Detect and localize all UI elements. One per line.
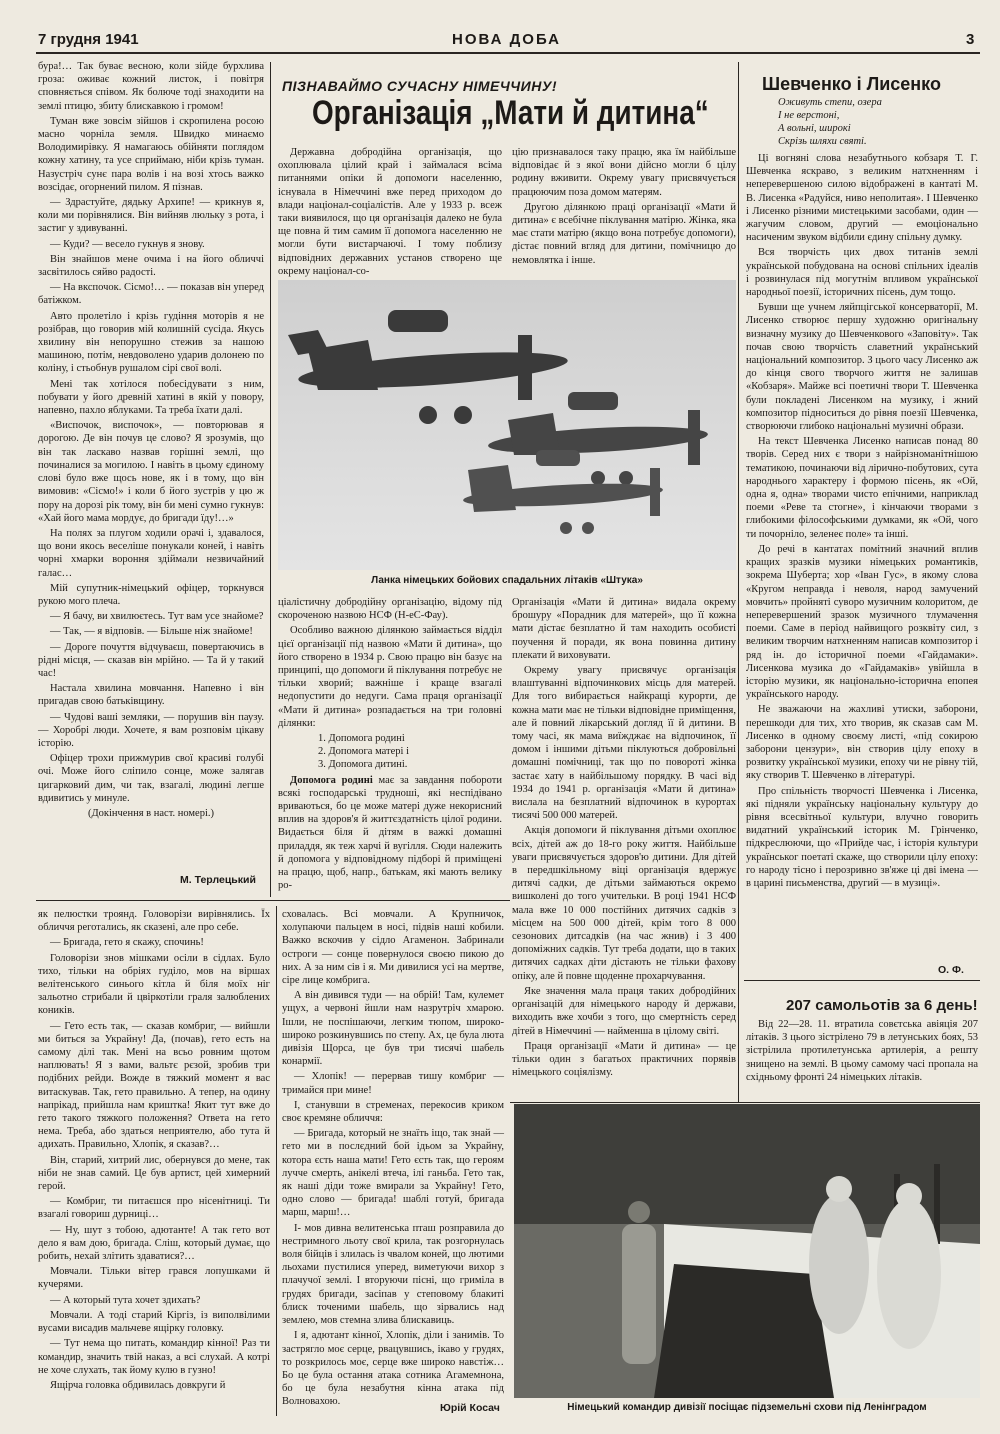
paragraph: Окрему увагу присвячує організація влаштуванні відпочинкових місць для матерей. Для того вибирається найкращі курорти, де кожна мати має не тільки відповідне приміщення, але й повний лікарський догляд її й дитини. В тому часі, як мама виїжджає на відпочинок, її домом і іншими дітьми піклуються добровільні домашні помічниці, так що по повороті жінка застає хату в найбільшому порядку. В часі від 1934 до 1941 р. організація «Мати й дитина» вислала на безплатний відпочинок в курортах тисячі 500 000 матерей. xyxy=(512,665,736,822)
paragraph: Бувши ще учнем ляйпцігської консерваторії, М. Лисенко створює першу художню оригінальну визначну музику до Шевченкового «Заповіту». Так почав свою творчість славетний український національний композитор. З цього часу Лисенко аж до кінця свого творчого життя не залишав «Кобзаря». Майже всі поетичні твори Т. Шевченка були покладені Лисенком на музику, і жний композитор підноситься до рівня поезії Шевченка, створюючи глибоко національні музичні образи. xyxy=(746,302,978,433)
article-top-col-2 xyxy=(512,146,736,274)
list-item: 3. Допомога дитині. xyxy=(318,759,408,771)
paragraph: як пелюстки троянд. Головорізи вирівнялись. Їх обличчя реготались, як сказені, але про себе. xyxy=(38,909,270,934)
paragraph: Вся творчість цих двох титанів землі українськой побудована на основі спільних ідеалів і розвинулася під могутнім впливом української народньої поезії, історичних пісень, дум тощо. xyxy=(746,247,978,299)
bottom-story-author: Юрій Косач xyxy=(440,1402,500,1414)
paragraph: Другою ділянкою праці організації «Мати й дитина» є всебічне піклування матірю. Жінка, яка має стати матірю (якщо вона потребує допомоги), дістає повний вгляд для дитини, помічницю до немовлятка і інше. xyxy=(512,201,736,266)
paragraph: — Дороге почуття відчуваєш, повертаючись в рідні місця, — сказав він мрійно. — Та й у такий час! xyxy=(38,641,264,679)
paragraph: Мовчали. А тоді старий Кіргіз, із виполвілими вусами висадив мальчеве ящірку головку. xyxy=(38,1309,270,1335)
paragraph: (Докінчення в наст. номері.) xyxy=(87,807,214,819)
paragraph: Авто пролетіло і крізь гудіння моторів я не розібрав, що говорив мій колишній сусіда. Якусь хвилину він непорушно стежив за нашою машиною, потім, невдоволено ударив долонею по коліну, і стьобнув рушалом сірі свої волі. xyxy=(38,310,264,375)
column-rule xyxy=(738,62,739,1102)
paragraph: Не зважаючи на жахливі утиски, заборони, перешкоди для тих, хто творив, як сказав сам М. Лисенко в одному своєму листі, «під сокирою заборони цензури», він створив цілу епоху в розвитку української музики, епоху чи не рівну тій, яку створив Т. Шевченко в літературі. xyxy=(746,704,978,782)
column-rule xyxy=(270,62,271,897)
paragraph: І я, адютант кінної, Хлопік, діли і занимів. То застрягло моє серце, рвацувшись, ікаво у грудях, то розкрилось моє, серце вже широко навстіж… Бо це була остання атака сотника Агамемнона, бо це була незабутня кінна атака під Волновахою. xyxy=(282,1330,504,1408)
poem-line: А вольні, широкі xyxy=(778,123,851,134)
paragraph: Державна добродійна організація, що охоплювала цілий край і займалася всіма питаннями опіки й допомоги населенню, існувала в Німеччині вже перед приходом до влади націонал-соціалістів. Але у 1933 р. всеж таки виявилося, що ця організація далеко не була ще повна й тим самим її допомога населенню не могли бути вистарчаючі. І тому поблизу відповідних державних установ створено ще окрему націонал-со- xyxy=(278,147,502,277)
paragraph: Мій супутник-німецький офіцер, торкнувся рукою мого плеча. xyxy=(38,582,264,607)
shevchenko-author: О. Ф. xyxy=(938,964,964,976)
stuka-photo-caption: Ланка німецьких бойових спадальних літаків «Штука» xyxy=(371,575,643,586)
poem-line: Оживуть степи, озера xyxy=(778,97,882,108)
paragraph: Ящірча головка обдивилась довкруги й xyxy=(50,1379,226,1391)
paragraph: — А который тута хочет здихать? xyxy=(50,1294,201,1306)
shevchenko-title: Шевченко і Лисенко xyxy=(762,74,941,94)
header-rule xyxy=(36,52,980,54)
shevchenko-article xyxy=(746,152,978,972)
shevchenko-poem xyxy=(778,96,882,148)
paragraph: «Виспочок, виспочок», — повторював я дорогою. Де він почув це слово? Я зрозумів, що він так ласкаво назвав горішні землі, що починалися за могилою. І навіть в цьому єдиному слові було вже щось нове, як і в тому, що він вимовив: «Сісмо!» і коли б його зустрів у цю ж пору на дорозі рік тому, він би мені сумно гукнув: «Хай його мама мордує, до бригади їду!…» xyxy=(38,420,264,524)
paragraph: На полях за плугом ходили орачі і, здавалося, що вони якось веселіше понукали коней, і навіть чорні хмарки вороння здіймали незвичайний галас… xyxy=(38,527,264,579)
left-story xyxy=(38,60,264,886)
paragraph: Офіцер трохи прижмурив свої красиві голубі очі. Може його сліпило сонце, може залягав цигарковий дим, чи так, взагалі, людині легше вдивитись у минуле. xyxy=(38,753,264,804)
help-list xyxy=(278,732,502,772)
paragraph: — Гето есть так, — сказав комбриг, — вийшли ми биться за Украйну! Да, (почав), гето есть на самому ділі так. Мені на всьо ровним щотом наплювать! Я з вами, вальтє рєзой, зробив три подібних рейди. Вожде в тяжкий момент я вас витаскував. Так, гето правильно. А тепер, на одину напрікад, прийшла нам криштка! Якит тут вже до гето такого тяжкого положення? Ответа на гето нема. Треба, або здаться неприятелю, або тута й адихать. Правильно, Хлопік, я сказав?… xyxy=(38,1020,270,1151)
paragraph: І- мов дивна велитенська пташ розправила до нестримного льоту свої крила, так розгорнулась воля бійців і злилась із чвалом коней, що лютими льохами пустилися уперед, виметуючи вихор з плачучої землі. І вторуючи пісні, що гриміла в грудях бригади, засіпав у степовому блакиті блиск точеними шабель, що зірвались над землею, мов стемна злива блискавиць. xyxy=(282,1222,504,1327)
paragraph: — Комбриг, ти питаєшся про нісенітниці. Ти взагалі говориш дурниці… xyxy=(38,1196,270,1221)
stuka-photo xyxy=(278,280,736,570)
header-date: 7 грудня 1941 xyxy=(38,31,139,48)
paragraph: До речі в кантатах помітний значний вплив кращих зразків музики німецьких романтиків, зокрема Шуберта; хор «Іван Гус», в якому слова «Кругом неправда і неволя, народ замучений мовчить» пройняті суворо музичним колоритом, де неперевершений зразок музичного тлумачення поеми. Саме в період найвищого розквіту сил, з великим творчим натхненням написав композитор і ряд ін. до історичної поеми «Гайдамаки». Лисенкова музика до «Гайдамаків» увійшла в історію музики, як національно-історична епопея українського народу. xyxy=(746,543,978,701)
paragraph: Організація «Мати й дитина» видала окрему брошуру «Порадник для матерей», що її кожна мати дістає безплатно й там находить особисті поучення й поради, як вона повинна дитину плекати й виховувати. xyxy=(512,597,736,661)
paragraph: — Ну, шут з тобою, адютанте! А так гето вот дело я вам дою, бригада. Сліш, который думає, що робить, нехай злітить здаватися?… xyxy=(38,1224,270,1263)
paragraph: Про спільність творчості Шевченка і Лисенка, які підняли українську національну культуру до рівня всесвітньої культури, влучно говорить видатний український історик М. Грінченко, підкреслюючи, що «Прийде час, і історія культури українськог поетаті скаже, що створили цілу епоху: го народу тісно і перозривно зв'яже ці дві імена — в царині письменства, другий — в музиці». xyxy=(746,785,978,889)
paragraph: Яке значення мала праця таких добродійних організацій для німецького народу й держави, виходить вже хочби з того, що смертність серед дітей в Німеччині — найменша в цілому світі. xyxy=(512,985,736,1037)
paragraph: бура!… Так буває весною, коли зійде бурхлива гроза: оживає кожний листок, і повітря сповняється співом. Як болюче тоді знаходити на землі птицю, збиту блискавкою і громом! xyxy=(38,61,264,112)
paragraph: Головорізи знов мішками осіли в сідлах. Було тихо, тільки на обріях гуділо, мов на віршах велітенського синього кітла й біля моїх ніг зальотно стрибали й цвіркотіли граля залюблених коників. xyxy=(38,952,270,1017)
article-bottom-col-1 xyxy=(278,596,502,890)
paragraph: — Я бачу, ви хвилюєтесь. Тут вам усе знайоме? xyxy=(50,611,264,623)
paragraph: — Куди? — весело гукнув я знову. xyxy=(50,238,205,250)
bold-lead: Допомога родині xyxy=(290,774,373,786)
paragraph: Акція допомоги й піклування дітьми охоплює всіх, дітей аж до 18-го року життя. Найбільше уваги присвячується здоров'ю дитини. Для дітей в передшкільному віці організація вдержує дитячі садки, де дітьми займаються окремо вишколені до того учительки. В році 1941 НСФ мала вже 10 000 постійних дитячих садків з місцем на 500 000 дітей, крім того 8 000 сезонових дитсадків (на час жнив) і 3 400 допоміжних садків. Тут треба додати, що в таких дитячих садках діти дістають не тільки фахову опіку, але й повне щоденне прохарчування. xyxy=(512,825,736,982)
paragraph: — Тут нема що питать, командир кінної! Раз ти командир, значить твій наказ, а всі слухай. А котрі не хоче слухать, так йому кулю в гузно! xyxy=(38,1338,270,1376)
paragraph: цію признавалося таку працю, яка їм найбільше відповідає й з якої вони дійсно могли б цілу родину вживити. Окрему увагу присвячується працюючим поза домом матерям. xyxy=(512,147,736,198)
officer-figure xyxy=(622,1201,656,1364)
header-page-number: 3 xyxy=(966,31,975,48)
paragraph: Ці вогняні слова незабутнього кобзаря Т. Г. Шевченка яскраво, з великим натхненням і неперевершеною силою відображені в кантаті М. В. Лисенка «Радуйся, ниво неполитая». І Шевченко і Лисенко різними мистецькими засобами, один — жагучим словом, другий — емоціонально насиченим звуком відбили єдину спільну думку. xyxy=(746,153,978,244)
column-rule xyxy=(276,906,277,1416)
paragraph: — Так, — я відповів. — Більше ніж знайоме! xyxy=(50,626,253,638)
paragraph: На текст Шевченка Лисенко написав понад 80 творів. Серед них є твори з найрізноманітнішою тематикою, починаючи від лірично-побутових, сута народнього характеру і формою пісень, як «Ой, одна я, одна» творами чисто епічними, наприклад поеми «Реве та стогне», і кінчаючи творами з глибокими філософськими думками, як «Ой, чого ти почорніло, зеленеє поле» та інші. xyxy=(746,436,978,540)
paragraph: А він дивився туди — на обрій! Там, кулемет ущух, а червоні йшли нам назрутріч хмарою. Ішли, не поспішаючи, легким тюпом, широко-широко розкинувшись по степу. Ах, це була люта дивізія Щорса, це був три тисячі шабель конармії. xyxy=(282,990,504,1068)
article-kicker: ПІЗНАВАЙМО СУЧАСНУ НІМЕЧЧИНУ! xyxy=(282,78,557,94)
paragraph: — Хлопік! — перервав тишу комбриг — тримайся при мине! xyxy=(282,1071,504,1096)
poem-line: І не верстоні, xyxy=(778,110,840,121)
paragraph: — Чудові ваші земляки, — порушив він паузу. — Хоробрі люди. Хочете, я вам розповім цікаву історію. xyxy=(38,711,264,749)
paragraph: ціалістичну добродійну організацію, відому під скороченою назвою НСФ (Н-еС-Фау). xyxy=(278,597,502,622)
section-rule xyxy=(744,980,980,981)
paragraph: — На вкспочок. Сісмо!… — показав він уперед батіжком. xyxy=(38,282,264,307)
planes-headline: 207 самольотів за 6 день! xyxy=(786,997,978,1014)
left-story-author: М. Терлецький xyxy=(180,874,256,886)
paragraph: Особливо важною ділянкою займається відділ цієї організації під назвою «Мати й дитина», що його створено в 1934 р. Свою працю він базує на принципі, що допомоги й піклування потребує не тільки хворий; важніше і краще взагалі недопустити до недуги. Сама праця організації «Мати й дитина» розпадається на три головні ділянки: xyxy=(278,625,502,729)
paragraph: — Бригада, который не знаїть іщо, так знай — гето ми в послєдний бой ідьом за Украйну, котора єсть наша мати! Гето єсть так, що героям лучче смерть, анікелі втеча, ілі ганьба. Гето так, як наші діди тоже вмирали за Украйну! Гето, одно слово — бригада! шаблі готуй, бригада марш, марш!… xyxy=(282,1128,504,1219)
paragraph: Настала хвилина мовчання. Напевно і він пригадав свою батьківщину. xyxy=(38,683,264,708)
list-item: 1. Допомога родині xyxy=(318,733,405,745)
section-rule xyxy=(36,900,510,901)
commander-photo-caption: Німецький командир дивізії посіщає підземельні схови під Ленінградом xyxy=(567,1402,927,1413)
bottom-story-col-1 xyxy=(38,908,270,1420)
paragraph: — Бригада, гето я скажу, спочинь! xyxy=(50,937,204,949)
article-top-col-1 xyxy=(278,146,502,277)
paragraph: Мені так хотілося побесідувати з ним, побувати у його древній хатині в якій у повору, напевно, пахло яблуками. Та треба їхати далі. xyxy=(38,378,264,417)
paragraph: Він, старий, хитрий лис, обернувся до мене, так ніби не знав самий. Це був артист, цей химерний герой. xyxy=(38,1154,270,1193)
paragraph: Від 22—28. 11. втратила совєтська авіяція 207 літаків. З цього зістрілено 79 в летунських боях, 53 зістрілила протилетунська артилерія, а решту знищено на землі. В цьому самому часі пропала на східньому фронті 24 німецьких літаків. xyxy=(746,1019,978,1083)
header-paper-name: НОВА ДОБА xyxy=(452,31,561,48)
paragraph: І, станувши в стременах, перекосив криком своє кремяне обличчя: xyxy=(282,1099,504,1125)
paragraph: сховалась. Всі мовчали. А Крупничок, холупаючи пальцем в носі, підвів наші кобили. Важко вскочив у сідло Агаменон. Забринали остроги — сонце повернулося своєю пикою до них. А за ним сів і я. Ми дивилися усі на мертве, сіре лице комбрига. xyxy=(282,909,504,987)
paragraph: — Здрастуйте, дядьку Архипе! — крикнув я, коли ми порівнялися. Він вийняв люльку з рота, і застиг у здивуванні. xyxy=(38,197,264,235)
article-headline: Організація „Мати й дитина“ xyxy=(312,94,709,132)
section-rule xyxy=(510,1102,980,1103)
paragraph xyxy=(278,774,502,893)
planes-article xyxy=(746,1018,978,1098)
commander-photo xyxy=(514,1104,980,1398)
paragraph: Він знайшов мене очима і на його обличчі засвітилось сяйво радості. xyxy=(38,253,264,279)
paragraph: Мовчали. Тільки вітер грався лопушками й кучерями. xyxy=(38,1266,270,1291)
article-bottom-col-2 xyxy=(512,596,736,1102)
paragraph-text: має за завдання побороти всякі господарські трудноші, які неспідівано вриваються, бо це може матері дуже некорисний вплив на здоров'я й життєздатність цілої родини. Видається біля й дітям в важкі домашні приладдя, як теж харчі й вугілля. Сюди належить й допомога у відповідному підборі й приміщені на працю, щоб, напр., батькам, які мають велику ро- xyxy=(278,774,502,892)
poem-line: Скрізь шляхи святі. xyxy=(778,136,867,147)
paragraph: Праця організації «Мати й дитина» — це тільки один з багатьох практичних порявів німецького соціялізму. xyxy=(512,1040,736,1079)
paragraph: Туман вже зовсім зійшов і скропилена росою масно чорніла земля. Швидко минаємо Володимирівку. Я намагаюсь обійняти поглядом кожну хатину, та усе сприймаю, ніби крізь туман. Назустріч сунє пара волів і на возі хтось важко возсідає, огорнений пилом. Я пізнав. xyxy=(38,115,264,193)
list-item: 2. Допомога матері і xyxy=(318,746,409,758)
